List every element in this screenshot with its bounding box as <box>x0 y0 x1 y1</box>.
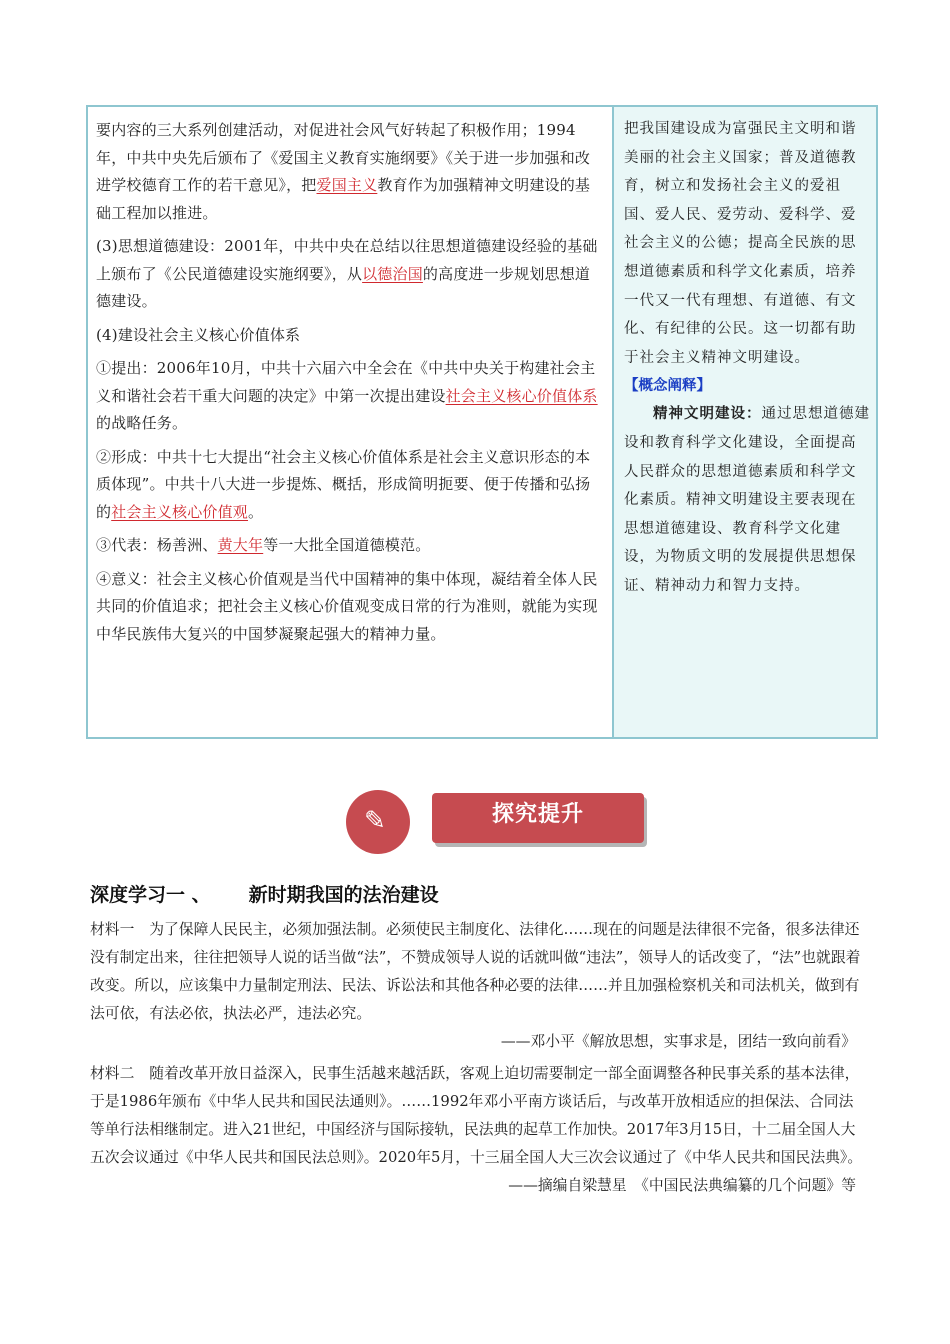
paragraph-proposal: ①提出：2006年10月，中共十六届六中全会在《中共中央关于构建社会主义和谐社会若干重大问题的决定》中第一次提出建设社会主义核心价值体系的战略任务。 <box>96 359 598 432</box>
concept-term: 精神文明建设： <box>653 406 762 423</box>
banner-circle <box>346 790 410 854</box>
paragraph-significance: ④意义：社会主义核心价值观是当代中国精神的集中体现，凝结着全体人民共同的价值追求；把社会主义核心价值观变成日常的行为准则，就能为实现中华民族伟大复兴的中国梦凝聚起强大的精神力量。 <box>96 569 598 643</box>
keyword-core-values: 社会主义核心价值观 <box>111 502 249 521</box>
material-one-source: ——邓小平《解放思想，实事求是，团结一致向前看》 <box>500 1033 856 1050</box>
right-text: 把我国建设成为富强民主文明和谐美丽的社会主义国家；普及道德教育，树立和发扬社会主义的爱祖国、爱人民、爱劳动、爱科学、爱社会主义的公德；提高全民族的思想道德素质和科学文化素质，培养一代又一代有理想、有道德、有文化、有纪律的公民。这一切都有助于社会主义精神文明建设。 <box>624 121 857 366</box>
keyword-core-value-system: 社会主义核心价值体系 <box>445 386 598 405</box>
content-table <box>86 105 878 739</box>
keyword-rule-by-virtue: 以德治国 <box>362 264 423 283</box>
material-one <box>90 916 866 1056</box>
concept-explanation: 精神文明建设：通过思想道德建设和教育科学文化建设，全面提高人民群众的思想道德素质和科学文化素质。精神文明建设主要表现在思想道德建设、教育科学文化建设，为物质文明的发展提供思想保证、精神动力和智力支持。 <box>624 406 870 594</box>
paragraph-representatives: ③代表：杨善洲、黄大年等一大批全国道德模范。 <box>96 536 431 554</box>
right-column <box>614 107 876 737</box>
paragraph-moral-construction: (3)思想道德建设：2001年，中共中央在总结以往思想道德建设经验的基础上颁布了《公民道德建设实施纲要》，从以德治国的高度进一步规划思想道德建设。 <box>96 237 598 310</box>
left-column <box>88 107 614 737</box>
paragraph-formation: ②形成：中共十七大提出“社会主义核心价值体系是社会主义意识形态的本质体现”。中共十八大进一步提炼、概括，形成简明扼要、便于传播和弘扬的社会主义核心价值观。 <box>96 447 591 521</box>
banner-bar <box>432 793 644 843</box>
material-two <box>90 1060 866 1200</box>
material-one-text: 材料一 为了保障人民民主，必须加强法制。必须使民主制度化、法律化……现在的问题是法律很不完备，很多法律还没有制定出来，往往把领导人说的话当做“法”，不赞成领导人说的话就叫做“违法”，领导人的话改变了，“法”也就跟着改变。所以，应该集中力量制定刑法、民法、诉讼法和其他各种必要的法律……并且加强检察机关和司法机关，做到有法可依，有法必依，执法必严，违法必究。 <box>90 921 861 1022</box>
concept-tag: 【概念阐释】 <box>624 378 711 395</box>
section-title: 深度学习一 、 新时期我国的法治建设 <box>90 884 439 906</box>
keyword-huang-danian: 黄大年 <box>217 536 264 554</box>
pencil-icon: ✎ <box>364 806 386 836</box>
material-two-text: 材料二 随着改革开放日益深入，民事生活越来越活跃，客观上迫切需要制定一部全面调整各种民事关系的基本法律，于是1986年颁布《中华人民共和国民法通则》。……1992年邓小平南方谈话后，与改革开放相适应的担保法、合同法等单行法相继制定。进入21世纪，中国经济与国际接轨，民法典的起草工作加快。2017年3月15日，十二届全国人大五次会议通过《中华人民共和国民法总则》。2020年5月，十三届全国人大三次会议通过了《中华人民共和国民法典》。 <box>90 1065 863 1166</box>
paragraph-core-values-heading: (4)建设社会主义核心价值体系 <box>96 325 301 344</box>
paragraph-patriotism: 要内容的三大系列创建活动，对促进社会风气好转起了积极作用；1994年，中共中央先后颁布了《爱国主义教育实施纲要》《关于进一步加强和改进学校德育工作的若干意见》，把爱国主义教育作为加强精神文明建设的基础工程加以推进。 <box>96 121 591 222</box>
banner-title: 探究提升 <box>491 802 584 827</box>
material-two-source: ——摘编自梁慧星 《中国民法典编纂的几个问题》等 <box>508 1177 856 1194</box>
keyword-patriotism: 爱国主义 <box>316 176 378 194</box>
